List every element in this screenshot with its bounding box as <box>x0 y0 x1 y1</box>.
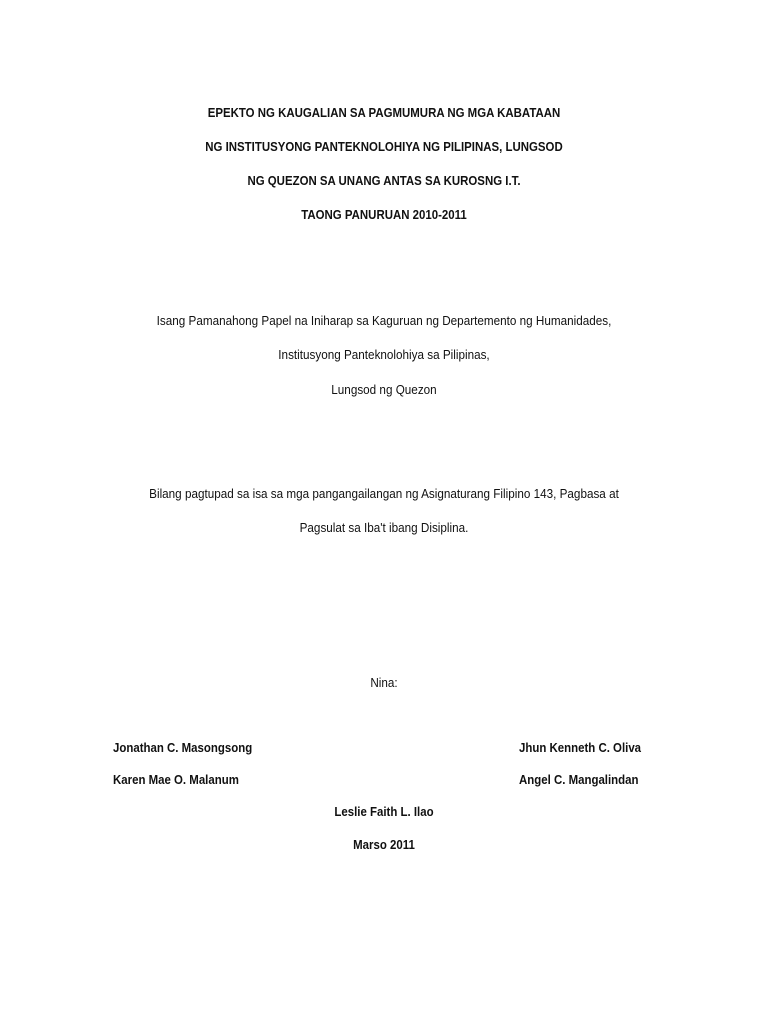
requirement-line-2: Pagsulat sa Iba't ibang Disiplina. <box>299 520 469 535</box>
by-label: Nina: <box>370 675 398 690</box>
title-line-1: EPEKTO NG KAUGALIAN SA PAGMUMURA NG MGA KABATAAN <box>207 105 561 120</box>
presentation-line-1: Isang Pamanahong Papel na Iniharap sa Kaguruan ng Departemento ng Humanidades, <box>156 313 612 328</box>
author-right-1: Jhun Kenneth C. Oliva <box>519 740 642 755</box>
presentation-line-2: Institusyong Panteknolohiya sa Pilipinas, <box>278 347 490 362</box>
author-center: Leslie Faith L. Ilao <box>334 804 434 819</box>
author-right-2: Angel C. Mangalindan <box>519 772 639 787</box>
author-left-1: Jonathan C. Masongsong <box>113 740 253 755</box>
author-left-2: Karen Mae O. Malanum <box>113 772 239 787</box>
title-line-4: TAONG PANURUAN 2010-2011 <box>301 207 467 222</box>
requirement-line-1: Bilang pagtupad sa isa sa mga pangangailangan ng Asignaturang Filipino 143, Pagbasa at <box>149 486 619 501</box>
title-line-3: NG QUEZON SA UNANG ANTAS SA KUROSNG I.T. <box>247 173 521 188</box>
date: Marso 2011 <box>353 837 415 852</box>
title-line-2: NG INSTITUSYONG PANTEKNOLOHIYA NG PILIPINAS, LUNGSOD <box>205 139 563 154</box>
presentation-line-3: Lungsod ng Quezon <box>331 382 437 397</box>
